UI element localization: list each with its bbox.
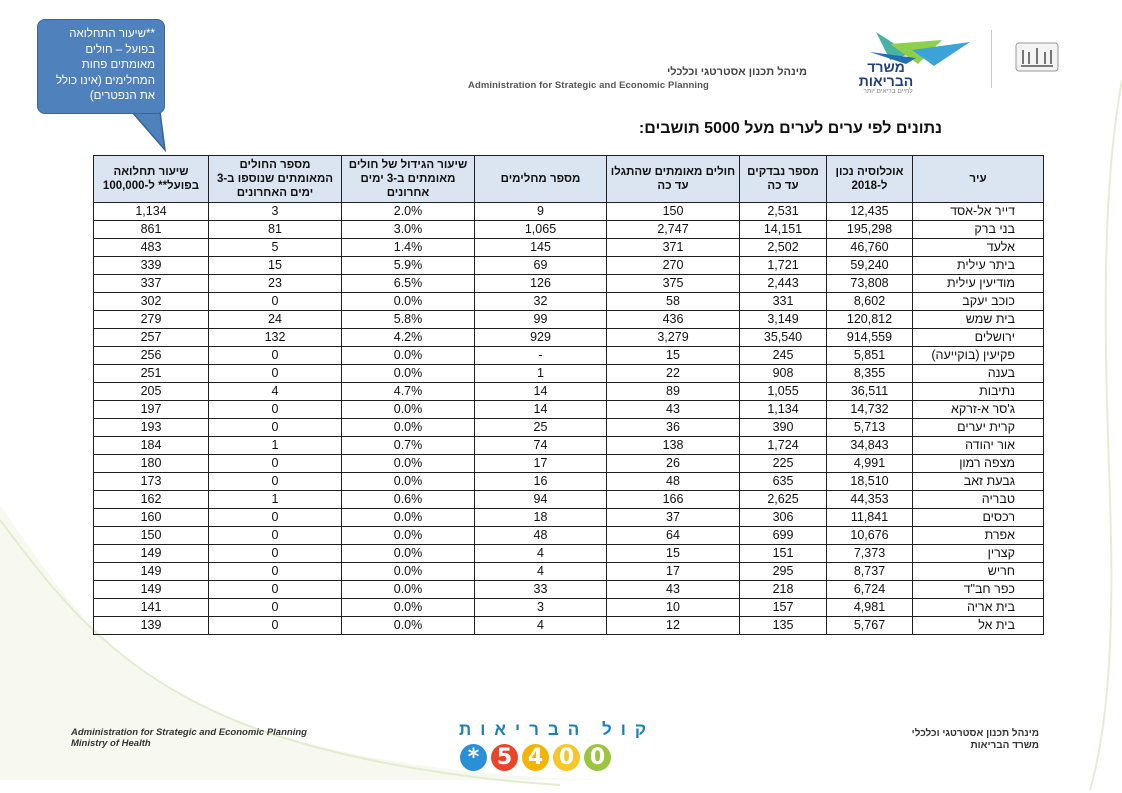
cell-active-rate: 205 bbox=[94, 383, 209, 401]
cell-population: 8,602 bbox=[827, 293, 913, 311]
cell-recovered: 18 bbox=[475, 509, 607, 527]
cell-active-rate: 149 bbox=[94, 545, 209, 563]
footer-hebrew-line-2: משרד הבריאות bbox=[970, 740, 1039, 751]
table-row bbox=[94, 239, 1044, 257]
cell-city: נתיבות bbox=[913, 383, 1044, 401]
header-org-hebrew: מינהל תכנון אסטרטגי וכלכלי bbox=[666, 66, 807, 78]
cell-tested: 699 bbox=[740, 527, 827, 545]
kol-habriut-title: קול הבריאות bbox=[459, 720, 655, 739]
cell-new-cases: 5 bbox=[209, 239, 342, 257]
cell-population: 34,843 bbox=[827, 437, 913, 455]
cell-growth-rate: 0.0% bbox=[342, 617, 475, 635]
cell-new-cases: 0 bbox=[209, 527, 342, 545]
cell-active-rate: 139 bbox=[94, 617, 209, 635]
cell-population: 120,812 bbox=[827, 311, 913, 329]
cell-population: 8,737 bbox=[827, 563, 913, 581]
cell-city: מודיעין עילית bbox=[913, 275, 1044, 293]
cell-new-cases: 0 bbox=[209, 617, 342, 635]
cell-confirmed: 36 bbox=[607, 419, 740, 437]
table-row bbox=[94, 401, 1044, 419]
cell-tested: 135 bbox=[740, 617, 827, 635]
header-new-cases: מספר החולים המאומתים שנוספו ב-3 ימים האחרונים bbox=[209, 156, 342, 203]
cell-recovered: 48 bbox=[475, 527, 607, 545]
cell-population: 46,760 bbox=[827, 239, 913, 257]
cell-confirmed: 15 bbox=[607, 347, 740, 365]
cell-new-cases: 1 bbox=[209, 491, 342, 509]
cell-confirmed: 89 bbox=[607, 383, 740, 401]
header-confirmed: חולים מאומתים שהתגלו עד כה bbox=[607, 156, 740, 203]
cell-tested: 218 bbox=[740, 581, 827, 599]
cell-recovered: 25 bbox=[475, 419, 607, 437]
cell-confirmed: 10 bbox=[607, 599, 740, 617]
cell-confirmed: 17 bbox=[607, 563, 740, 581]
cell-population: 6,724 bbox=[827, 581, 913, 599]
table-row bbox=[94, 491, 1044, 509]
cell-city: ג'סר א-זרקא bbox=[913, 401, 1044, 419]
header-recovered: מספר מחלימים bbox=[475, 156, 607, 203]
cell-tested: 635 bbox=[740, 473, 827, 491]
cell-city: מצפה רמון bbox=[913, 455, 1044, 473]
cell-tested: 35,540 bbox=[740, 329, 827, 347]
header-divider bbox=[991, 30, 992, 88]
cell-population: 73,808 bbox=[827, 275, 913, 293]
cell-city: בית אל bbox=[913, 617, 1044, 635]
table-row bbox=[94, 257, 1044, 275]
cell-confirmed: 43 bbox=[607, 401, 740, 419]
table-row bbox=[94, 203, 1044, 221]
table-row bbox=[94, 275, 1044, 293]
table-row bbox=[94, 419, 1044, 437]
cell-tested: 3,149 bbox=[740, 311, 827, 329]
cell-tested: 151 bbox=[740, 545, 827, 563]
cell-growth-rate: 0.6% bbox=[342, 491, 475, 509]
cell-growth-rate: 5.9% bbox=[342, 257, 475, 275]
cell-tested: 2,531 bbox=[740, 203, 827, 221]
cell-active-rate: 162 bbox=[94, 491, 209, 509]
cell-confirmed: 166 bbox=[607, 491, 740, 509]
cell-growth-rate: 0.0% bbox=[342, 545, 475, 563]
cell-tested: 306 bbox=[740, 509, 827, 527]
cell-confirmed: 26 bbox=[607, 455, 740, 473]
cell-city: אור יהודה bbox=[913, 437, 1044, 455]
cell-new-cases: 4 bbox=[209, 383, 342, 401]
cell-recovered: 14 bbox=[475, 401, 607, 419]
cell-tested: 331 bbox=[740, 293, 827, 311]
cell-growth-rate: 0.0% bbox=[342, 527, 475, 545]
table-row bbox=[94, 329, 1044, 347]
cell-city: בני ברק bbox=[913, 221, 1044, 239]
cell-population: 4,991 bbox=[827, 455, 913, 473]
cell-new-cases: 0 bbox=[209, 473, 342, 491]
cell-active-rate: 257 bbox=[94, 329, 209, 347]
kol-habriut-hotline bbox=[460, 744, 611, 771]
cell-tested: 1,721 bbox=[740, 257, 827, 275]
cell-active-rate: 339 bbox=[94, 257, 209, 275]
cell-city: בית שמש bbox=[913, 311, 1044, 329]
cell-active-rate: 861 bbox=[94, 221, 209, 239]
cell-active-rate: 256 bbox=[94, 347, 209, 365]
table-row bbox=[94, 365, 1044, 383]
footer-english bbox=[71, 727, 307, 749]
table-row bbox=[94, 347, 1044, 365]
cell-growth-rate: 0.0% bbox=[342, 563, 475, 581]
cell-city: רכסים bbox=[913, 509, 1044, 527]
cell-recovered: 126 bbox=[475, 275, 607, 293]
cell-new-cases: 3 bbox=[209, 203, 342, 221]
cell-tested: 157 bbox=[740, 599, 827, 617]
cell-active-rate: 1,134 bbox=[94, 203, 209, 221]
cell-city: ירושלים bbox=[913, 329, 1044, 347]
cell-confirmed: 12 bbox=[607, 617, 740, 635]
cell-new-cases: 0 bbox=[209, 455, 342, 473]
cell-confirmed: 22 bbox=[607, 365, 740, 383]
cell-recovered: 99 bbox=[475, 311, 607, 329]
cell-population: 36,511 bbox=[827, 383, 913, 401]
cell-active-rate: 141 bbox=[94, 599, 209, 617]
cell-population: 195,298 bbox=[827, 221, 913, 239]
cell-new-cases: 24 bbox=[209, 311, 342, 329]
hotline-digit: 0 bbox=[553, 744, 580, 771]
cell-growth-rate: 4.7% bbox=[342, 383, 475, 401]
cell-active-rate: 251 bbox=[94, 365, 209, 383]
hotline-digit: 4 bbox=[522, 744, 549, 771]
cell-tested: 1,055 bbox=[740, 383, 827, 401]
cell-growth-rate: 0.0% bbox=[342, 347, 475, 365]
cell-recovered: 94 bbox=[475, 491, 607, 509]
cell-recovered: 9 bbox=[475, 203, 607, 221]
cell-confirmed: 15 bbox=[607, 545, 740, 563]
hotline-digit: 5 bbox=[491, 744, 518, 771]
cell-new-cases: 0 bbox=[209, 401, 342, 419]
cell-population: 4,981 bbox=[827, 599, 913, 617]
cell-tested: 908 bbox=[740, 365, 827, 383]
cell-active-rate: 173 bbox=[94, 473, 209, 491]
cell-city: כוכב יעקב bbox=[913, 293, 1044, 311]
cities-data-table bbox=[93, 155, 1044, 635]
logo-tagline: לחיים בריאים יותר bbox=[863, 88, 913, 95]
cell-active-rate: 149 bbox=[94, 581, 209, 599]
cell-recovered: 145 bbox=[475, 239, 607, 257]
cell-active-rate: 279 bbox=[94, 311, 209, 329]
cell-new-cases: 0 bbox=[209, 347, 342, 365]
footnote-callout bbox=[37, 19, 165, 114]
cell-city: אלעד bbox=[913, 239, 1044, 257]
table-row bbox=[94, 455, 1044, 473]
cell-population: 12,435 bbox=[827, 203, 913, 221]
cell-recovered: 32 bbox=[475, 293, 607, 311]
cell-confirmed: 270 bbox=[607, 257, 740, 275]
cell-population: 44,353 bbox=[827, 491, 913, 509]
cell-confirmed: 37 bbox=[607, 509, 740, 527]
footer-hebrew bbox=[912, 728, 1039, 752]
cell-population: 5,767 bbox=[827, 617, 913, 635]
cell-growth-rate: 1.4% bbox=[342, 239, 475, 257]
cell-growth-rate: 3.0% bbox=[342, 221, 475, 239]
header-active-rate: שיעור תחלואה בפועל** ל-100,000 bbox=[94, 156, 209, 203]
cell-recovered: 33 bbox=[475, 581, 607, 599]
cell-tested: 1,724 bbox=[740, 437, 827, 455]
cell-growth-rate: 6.5% bbox=[342, 275, 475, 293]
cell-confirmed: 375 bbox=[607, 275, 740, 293]
header-city: עיר bbox=[913, 156, 1044, 203]
cell-active-rate: 197 bbox=[94, 401, 209, 419]
cell-population: 5,851 bbox=[827, 347, 913, 365]
cell-city: בית אריה bbox=[913, 599, 1044, 617]
table-row bbox=[94, 311, 1044, 329]
logo-wordmark: משרד הבריאות bbox=[858, 59, 914, 89]
cell-city: פקיעין (בוקייעה) bbox=[913, 347, 1044, 365]
cell-city: אפרת bbox=[913, 527, 1044, 545]
cell-recovered: 17 bbox=[475, 455, 607, 473]
cell-city: ביתר עילית bbox=[913, 257, 1044, 275]
cell-active-rate: 180 bbox=[94, 455, 209, 473]
cell-tested: 1,134 bbox=[740, 401, 827, 419]
cell-recovered: 4 bbox=[475, 563, 607, 581]
cell-confirmed: 64 bbox=[607, 527, 740, 545]
cell-new-cases: 0 bbox=[209, 293, 342, 311]
cell-active-rate: 150 bbox=[94, 527, 209, 545]
cell-tested: 2,625 bbox=[740, 491, 827, 509]
hotline-digit: 0 bbox=[584, 744, 611, 771]
cell-recovered: 1,065 bbox=[475, 221, 607, 239]
cell-growth-rate: 0.0% bbox=[342, 401, 475, 419]
cell-city: גבעת זאב bbox=[913, 473, 1044, 491]
cell-active-rate: 149 bbox=[94, 563, 209, 581]
cell-active-rate: 337 bbox=[94, 275, 209, 293]
header-tested: מספר נבדקים עד כה bbox=[740, 156, 827, 203]
table-row bbox=[94, 527, 1044, 545]
cell-city: כפר חב"ד bbox=[913, 581, 1044, 599]
cell-city: טבריה bbox=[913, 491, 1044, 509]
state-emblem-icon bbox=[1015, 42, 1059, 72]
cell-population: 7,373 bbox=[827, 545, 913, 563]
cell-confirmed: 48 bbox=[607, 473, 740, 491]
cell-new-cases: 0 bbox=[209, 563, 342, 581]
cell-city: קרית יערים bbox=[913, 419, 1044, 437]
table-row bbox=[94, 293, 1044, 311]
cell-growth-rate: 5.8% bbox=[342, 311, 475, 329]
table-row bbox=[94, 437, 1044, 455]
cell-recovered: - bbox=[475, 347, 607, 365]
cell-recovered: 74 bbox=[475, 437, 607, 455]
cell-new-cases: 0 bbox=[209, 581, 342, 599]
cell-growth-rate: 2.0% bbox=[342, 203, 475, 221]
cell-recovered: 16 bbox=[475, 473, 607, 491]
cell-new-cases: 0 bbox=[209, 419, 342, 437]
cell-recovered: 4 bbox=[475, 545, 607, 563]
cell-growth-rate: 0.0% bbox=[342, 365, 475, 383]
cell-active-rate: 302 bbox=[94, 293, 209, 311]
cell-population: 14,732 bbox=[827, 401, 913, 419]
cell-confirmed: 138 bbox=[607, 437, 740, 455]
cell-new-cases: 23 bbox=[209, 275, 342, 293]
cell-recovered: 14 bbox=[475, 383, 607, 401]
cell-new-cases: 0 bbox=[209, 365, 342, 383]
cell-tested: 245 bbox=[740, 347, 827, 365]
cell-tested: 225 bbox=[740, 455, 827, 473]
cell-confirmed: 436 bbox=[607, 311, 740, 329]
cell-new-cases: 0 bbox=[209, 509, 342, 527]
footnote-callout-text: **שיעור התחלואה בפועל – חולים מאומתים פחות המחלימים (אינו כולל את הנפטרים) bbox=[55, 28, 155, 102]
cell-city: קצרין bbox=[913, 545, 1044, 563]
footer-english-line-2: Ministry of Health bbox=[71, 738, 151, 749]
cell-active-rate: 160 bbox=[94, 509, 209, 527]
cell-recovered: 929 bbox=[475, 329, 607, 347]
cell-confirmed: 58 bbox=[607, 293, 740, 311]
table-row bbox=[94, 473, 1044, 491]
cell-confirmed: 3,279 bbox=[607, 329, 740, 347]
cell-growth-rate: 0.0% bbox=[342, 419, 475, 437]
header-growth-rate: שיעור הגידול של חולים מאומתים ב-3 ימים אחרונים bbox=[342, 156, 475, 203]
cell-population: 18,510 bbox=[827, 473, 913, 491]
hotline-digit: * bbox=[460, 744, 487, 771]
table-row bbox=[94, 509, 1044, 527]
cell-recovered: 1 bbox=[475, 365, 607, 383]
cell-population: 8,355 bbox=[827, 365, 913, 383]
cell-growth-rate: 0.0% bbox=[342, 599, 475, 617]
header-org-english: Administration for Strategic and Economic Planning bbox=[468, 80, 709, 91]
table-row bbox=[94, 617, 1044, 635]
cell-tested: 2,443 bbox=[740, 275, 827, 293]
cell-population: 11,841 bbox=[827, 509, 913, 527]
cell-growth-rate: 0.0% bbox=[342, 581, 475, 599]
cell-city: בענה bbox=[913, 365, 1044, 383]
cell-population: 10,676 bbox=[827, 527, 913, 545]
table-row bbox=[94, 563, 1044, 581]
cell-recovered: 4 bbox=[475, 617, 607, 635]
cell-recovered: 69 bbox=[475, 257, 607, 275]
cell-tested: 390 bbox=[740, 419, 827, 437]
cell-recovered: 3 bbox=[475, 599, 607, 617]
table-header-row bbox=[94, 156, 1044, 203]
cell-confirmed: 2,747 bbox=[607, 221, 740, 239]
page-title: נתונים לפי ערים לערים מעל 5000 תושבים: bbox=[638, 120, 942, 137]
cell-confirmed: 43 bbox=[607, 581, 740, 599]
cell-active-rate: 193 bbox=[94, 419, 209, 437]
cell-new-cases: 0 bbox=[209, 545, 342, 563]
cell-growth-rate: 0.7% bbox=[342, 437, 475, 455]
cell-new-cases: 132 bbox=[209, 329, 342, 347]
cell-active-rate: 184 bbox=[94, 437, 209, 455]
cell-new-cases: 15 bbox=[209, 257, 342, 275]
cell-tested: 14,151 bbox=[740, 221, 827, 239]
footer-english-line-1: Administration for Strategic and Economic Planning bbox=[71, 727, 307, 738]
cell-growth-rate: 0.0% bbox=[342, 473, 475, 491]
cell-new-cases: 81 bbox=[209, 221, 342, 239]
cell-growth-rate: 0.0% bbox=[342, 509, 475, 527]
cell-tested: 2,502 bbox=[740, 239, 827, 257]
cell-population: 59,240 bbox=[827, 257, 913, 275]
header-population: אוכלוסיה נכון ל-2018 bbox=[827, 156, 913, 203]
cell-tested: 295 bbox=[740, 563, 827, 581]
cell-new-cases: 0 bbox=[209, 599, 342, 617]
cell-active-rate: 483 bbox=[94, 239, 209, 257]
table-row bbox=[94, 221, 1044, 239]
cell-growth-rate: 4.2% bbox=[342, 329, 475, 347]
cell-new-cases: 1 bbox=[209, 437, 342, 455]
table-row bbox=[94, 599, 1044, 617]
cell-city: דייר אל-אסד bbox=[913, 203, 1044, 221]
cell-population: 914,559 bbox=[827, 329, 913, 347]
table-row bbox=[94, 383, 1044, 401]
cell-confirmed: 150 bbox=[607, 203, 740, 221]
cell-city: חריש bbox=[913, 563, 1044, 581]
cell-growth-rate: 0.0% bbox=[342, 455, 475, 473]
cell-population: 5,713 bbox=[827, 419, 913, 437]
footer-hebrew-line-1: מינהל תכנון אסטרטגי וכלכלי bbox=[911, 728, 1039, 739]
cell-confirmed: 371 bbox=[607, 239, 740, 257]
table-row bbox=[94, 545, 1044, 563]
table-row bbox=[94, 581, 1044, 599]
cell-growth-rate: 0.0% bbox=[342, 293, 475, 311]
